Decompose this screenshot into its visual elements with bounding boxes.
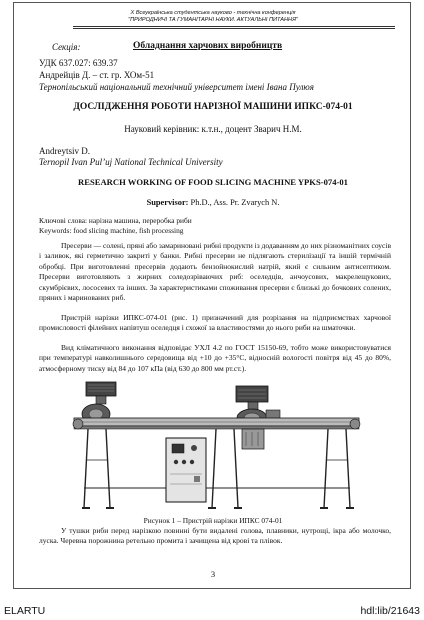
conference-line-2: "ПРИРОДНИЧІ ТА ГУМАНІТАРНІ НАУКИ. АКТУАЛЬНІ ПИТАННЯ" <box>128 17 298 23</box>
control-cabinet <box>166 438 206 502</box>
cutting-unit <box>242 429 264 449</box>
supervisor-en-value: Ph.D., Ass. Pr. Zvarych N. <box>190 198 280 207</box>
section-title: Обладнання харчових виробництв <box>133 41 283 51</box>
footer-repository-name: ELARTU <box>4 605 46 617</box>
supervisor-en-label: Supervisor: <box>146 198 189 207</box>
machine-frame <box>82 429 354 508</box>
supervisor-ua: Науковий керівник: к.т.н., доцент Зварич Н.М. <box>124 124 302 134</box>
paragraph-3: Вид кліматичного виконання відповідає УХЛ 4.2 по ГОСТ 15150-69, тобто може використовуватися при температурі навколишнього середовища від +10 до +35°С, відносній вологості повітря від 45 до 80%, атмосферному тиску від 84 до 107 кПа (від 630 до 800 мм рт.ст.). <box>39 343 391 373</box>
header-rule-bottom <box>73 28 395 29</box>
footer-handle: hdl:lib/21643 <box>360 605 420 617</box>
paragraph-2: Пристрій нарізки ИПКС-074-01 (рис. 1) призначений для розрізання на підприємствах харчової промисловості філейних напівтуш оселедця і схожої за властивостями до нього риби на шматочки. <box>39 313 391 333</box>
udk-code: УДК 637.027: 639.37 <box>39 58 118 68</box>
conference-line-1: Х Всеукраїнська студентська науково - технічна конференція <box>130 10 296 16</box>
keywords-ua: Ключові слова: нарізна машина, переробка риби <box>39 216 192 225</box>
figure-caption: Рисунок 1 – Пристрій нарізки ИПКС 074-01 <box>143 516 283 525</box>
slicing-machine-figure <box>66 380 366 514</box>
paragraph-1: Пресерви — солені, пряні або замариновані рибні продукти із додаванням до них різноманітних соусів і заливок, які герметично закриті у банки. Рибні пресерви не підлягають стерилізації та іншій термічній обробці. При виготовленні пресервів додають бензойнокислий натрій, який є сильним антисептиком. Пресерви виготовляють з жирних соледозріваючих риб: оселедців, анчоусових, макрелещукових, скумбрієвих, лососевих та інших. За характеристиками споживання пресерви є близькі до бочкових солених, пряних і маринованих риб. <box>39 241 391 303</box>
university-ua: Тернопільський національний технічний університет імені Івана Пулюя <box>39 82 314 92</box>
university-en: Ternopil Ivan Pul’uj National Technical University <box>39 157 223 167</box>
page-number: 3 <box>210 569 216 579</box>
authors: Андрейців Д. – ст. гр. ХОм-51 <box>39 70 155 80</box>
paragraph-4: У тушки риби перед нарізкою повинні бути видалені голова, плавники, нутрощі, ікра або молочко, луска. Черевна порожнина ретельно промита і зачищена від крові та плівок. <box>39 526 391 546</box>
conveyor-belt <box>73 418 360 429</box>
keywords-en: Keywords: food slicing machine, fish processing <box>39 226 184 235</box>
document-page <box>13 2 411 589</box>
paper-title-en: RESEARCH WORKING OF FOOD SLICING MACHINE YPKS-074-01 <box>78 177 348 187</box>
section-label: Секція: <box>52 42 81 52</box>
supervisor-en <box>14 198 412 207</box>
header-rule-top <box>73 26 395 27</box>
paper-title-ua: ДОСЛІДЖЕННЯ РОБОТИ НАРІЗНОЇ МАШИНИ ИПКС-074-01 <box>73 102 353 112</box>
author-en: Andreytsiv D. <box>39 146 90 156</box>
